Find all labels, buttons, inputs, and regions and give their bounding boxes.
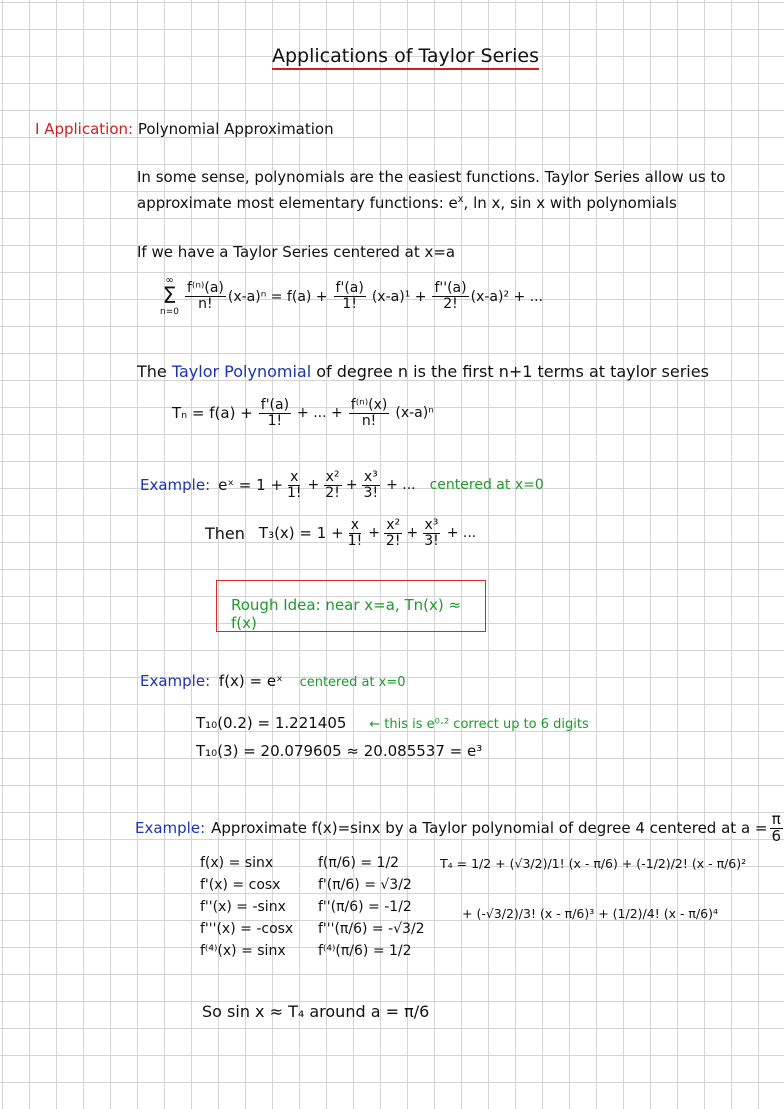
first-term-fraction bbox=[334, 281, 366, 311]
tn-nth-den: n! bbox=[361, 412, 377, 429]
t4-line-2: + (-√3/2)/3! (x - π/6)³ + (1/2)/4! (x - π/6)⁴ bbox=[462, 906, 718, 921]
example1-frac-c bbox=[362, 470, 381, 500]
taylor-poly-name: Taylor Polynomial bbox=[171, 362, 312, 381]
section-heading bbox=[35, 120, 334, 138]
value-row: f⁽⁴⁾(π/6) = 1/2 bbox=[318, 943, 412, 959]
second-term-fraction bbox=[432, 281, 468, 311]
example1-c-den: 3! bbox=[363, 484, 379, 501]
sum-top: ∞ bbox=[165, 275, 174, 286]
example1-a-num: x bbox=[290, 469, 299, 485]
nth-term-num: f⁽ⁿ⁾(a) bbox=[186, 280, 224, 297]
tn-first-num: f'(a) bbox=[260, 397, 290, 413]
example2-line-1 bbox=[196, 714, 589, 732]
value-row: f'''(π/6) = -√3/2 bbox=[318, 921, 425, 937]
value-row: f''(π/6) = -1/2 bbox=[318, 899, 412, 915]
t3-frac-c bbox=[422, 518, 441, 548]
example1-note: centered at x=0 bbox=[429, 477, 544, 494]
first-term-num: f'(a) bbox=[335, 280, 364, 297]
tn-mid: + ... + bbox=[297, 405, 343, 422]
t3-b-num: x² bbox=[386, 517, 401, 533]
sum-bottom: n=0 bbox=[160, 307, 179, 317]
then-word: Then bbox=[205, 523, 245, 543]
nth-term-tail: (x-a)ⁿ = f(a) + bbox=[227, 288, 328, 305]
intro-line-2-end: , ln x, sin x with polynomials bbox=[463, 194, 677, 212]
values-column bbox=[318, 852, 425, 962]
first-term-den: 1! bbox=[342, 296, 357, 312]
example2-arrow-note: ← this is e⁰·² correct up to 6 digits bbox=[369, 717, 589, 732]
nth-term-den: n! bbox=[198, 296, 213, 312]
derivative-row: f(x) = sinx bbox=[200, 855, 274, 871]
example2-note: centered at x=0 bbox=[299, 675, 406, 690]
section-label: I Application: bbox=[35, 120, 134, 138]
example3-pi-num: π bbox=[771, 810, 781, 828]
plus-2: + bbox=[345, 477, 358, 494]
taylor-series-formula bbox=[160, 276, 543, 317]
t3-plus-2: + bbox=[406, 525, 419, 542]
example1-frac-a bbox=[285, 470, 304, 500]
t4-line-1: T₄ = 1/2 + (√3/2)/1! (x - π/6) + (-1/2)/2! (x - π/6)² bbox=[440, 856, 747, 871]
centered-text: If we have a Taylor Series centered at x=a bbox=[137, 243, 456, 261]
intro-line-1: In some sense, polynomials are the easiest functions. Taylor Series allow us to bbox=[137, 168, 726, 186]
t3-frac-b bbox=[384, 518, 403, 548]
intro-line-2 bbox=[137, 194, 677, 212]
derivative-row: f''(x) = -sinx bbox=[200, 899, 286, 915]
example1-dots: + ... bbox=[386, 477, 416, 494]
conclusion: So sin x ≈ T₄ around a = π/6 bbox=[202, 1002, 430, 1021]
example1-frac-b bbox=[323, 470, 342, 500]
rough-idea-text: Rough Idea: near x=a, Tn(x) ≈ f(x) bbox=[231, 596, 462, 632]
section-name: Polynomial Approximation bbox=[137, 120, 334, 138]
t3-frac-a bbox=[346, 518, 365, 548]
derivative-row: f'''(x) = -cosx bbox=[200, 921, 294, 937]
example3-pi-den: 6 bbox=[771, 826, 782, 845]
taylor-poly-formula bbox=[172, 398, 434, 428]
second-term-den: 2! bbox=[443, 296, 458, 312]
sum-symbol: Σ bbox=[162, 284, 177, 309]
example1-label: Example: bbox=[140, 476, 211, 495]
example3-heading bbox=[135, 812, 784, 845]
nth-term-fraction bbox=[185, 281, 226, 311]
example2-label: Example: bbox=[140, 672, 211, 690]
example2-heading bbox=[140, 672, 406, 690]
t3-a-den: 1! bbox=[347, 532, 363, 549]
rough-idea-box bbox=[216, 580, 486, 632]
tn-first-den: 1! bbox=[267, 412, 283, 429]
second-term-num: f''(a) bbox=[434, 280, 467, 297]
taylor-poly-post: of degree n is the first n+1 terms at taylor series bbox=[316, 362, 709, 381]
taylor-poly-definition bbox=[137, 362, 709, 381]
first-term-tail: (x-a)¹ + bbox=[371, 288, 427, 305]
example2-line-2: T₁₀(3) = 20.079605 ≈ 20.085537 = e³ bbox=[196, 742, 483, 760]
tn-lhs: Tₙ = f(a) + bbox=[172, 404, 253, 423]
second-term-tail: (x-a)² + ... bbox=[470, 288, 544, 305]
t3-c-den: 3! bbox=[424, 532, 439, 549]
taylor-poly-pre: The bbox=[137, 362, 167, 381]
tn-first-fraction bbox=[259, 398, 291, 428]
example1-c-num: x³ bbox=[363, 469, 378, 485]
tn-tail: (x-a)ⁿ bbox=[395, 405, 434, 422]
example1-then bbox=[205, 518, 476, 548]
example1-b-den: 2! bbox=[325, 484, 340, 501]
plus-1: + bbox=[307, 477, 320, 494]
example1-formula bbox=[140, 470, 544, 500]
page-title: Applications of Taylor Series bbox=[272, 45, 539, 70]
example1-lhs: eˣ = 1 + bbox=[218, 476, 284, 495]
t3-plus-1: + bbox=[368, 525, 380, 542]
value-row: f(π/6) = 1/2 bbox=[318, 855, 400, 871]
t3-a-num: x bbox=[350, 517, 360, 533]
intro-line-2-exp: x bbox=[457, 194, 464, 205]
example2-t10-02: T₁₀(0.2) = 1.221405 bbox=[196, 714, 347, 732]
derivatives-column bbox=[200, 852, 293, 962]
derivative-row: f⁽⁴⁾(x) = sinx bbox=[200, 943, 286, 959]
t3-c-num: x³ bbox=[424, 517, 439, 533]
example3-pi-frac bbox=[769, 812, 783, 845]
intro-line-2-start: approximate most elementary functions: e bbox=[137, 194, 458, 212]
example1-b-num: x² bbox=[325, 469, 340, 485]
t3-lhs: T₃(x) = 1 + bbox=[258, 524, 344, 543]
summation bbox=[160, 276, 179, 317]
example3-text: Approximate f(x)=sinx by a Taylor polynomial of degree 4 centered at a = bbox=[211, 819, 768, 838]
example2-func: f(x) = eˣ bbox=[218, 672, 283, 690]
example1-a-den: 1! bbox=[287, 484, 302, 501]
t3-b-den: 2! bbox=[385, 532, 401, 549]
t3-dots: + ... bbox=[446, 525, 477, 542]
tn-nth-num: f⁽ⁿ⁾(x) bbox=[350, 397, 388, 413]
tn-nth-fraction bbox=[349, 398, 390, 428]
derivative-row: f'(x) = cosx bbox=[200, 877, 281, 893]
value-row: f'(π/6) = √3/2 bbox=[318, 877, 412, 893]
example3-label: Example: bbox=[135, 819, 206, 838]
